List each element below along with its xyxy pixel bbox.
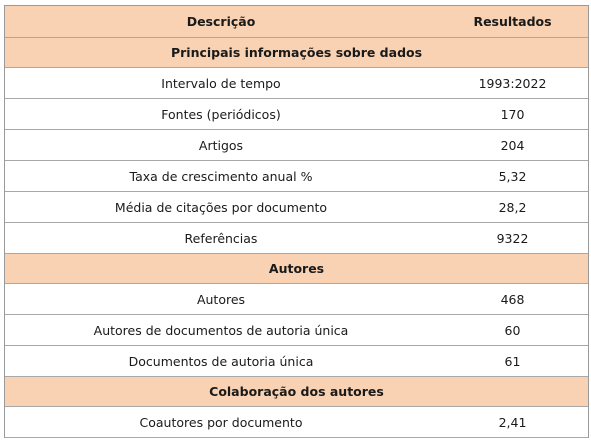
row-value: 61 (504, 353, 521, 369)
column-header-results: Resultados (473, 14, 552, 29)
row-value: 28,2 (498, 199, 527, 215)
row-value: 170 (500, 106, 525, 122)
row-label: Fontes (periódicos) (161, 106, 281, 122)
row-label: Taxa de crescimento anual % (129, 168, 313, 184)
row-label: Autores (196, 291, 246, 307)
row-label: Autores de documentos de autoria única (93, 322, 349, 338)
table-row (5, 315, 588, 346)
row-label: Intervalo de tempo (161, 75, 281, 91)
row-label: Média de citações por documento (114, 199, 328, 215)
column-header-description: Descrição (186, 14, 256, 29)
table-row (5, 68, 588, 99)
row-label: Coautores por documento (139, 414, 303, 430)
table-row (5, 346, 588, 377)
table-row (5, 407, 588, 438)
table-header-row (5, 6, 588, 38)
row-value: 204 (500, 137, 525, 153)
row-label: Referências (184, 230, 258, 246)
table-row (5, 99, 588, 130)
row-label: Artigos (198, 137, 244, 153)
summary-table (4, 5, 589, 438)
table-row (5, 223, 588, 254)
section-header-main-info: Principais informações sobre dados (5, 38, 588, 68)
row-value: 9322 (496, 230, 529, 246)
section-header-authors: Autores (5, 254, 588, 284)
section-header-collaboration: Colaboração dos autores (5, 377, 588, 407)
row-value: 468 (500, 291, 525, 307)
table-row (5, 192, 588, 223)
table-row (5, 284, 588, 315)
table-row (5, 161, 588, 192)
row-value: 1993:2022 (478, 75, 547, 91)
row-value: 60 (504, 322, 521, 338)
table-row (5, 130, 588, 161)
row-label: Documentos de autoria única (128, 353, 314, 369)
row-value: 2,41 (498, 414, 527, 430)
row-value: 5,32 (498, 168, 527, 184)
